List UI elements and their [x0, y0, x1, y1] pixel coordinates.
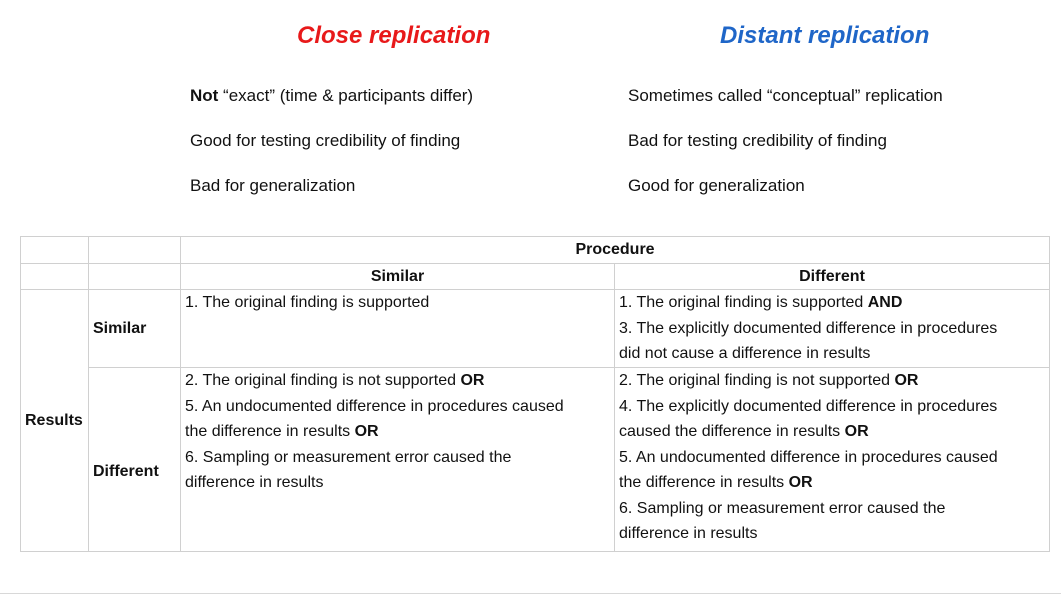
cell-line-text: 1. The original finding is supported [619, 294, 868, 311]
cell-line-text: 6. Sampling or measurement error caused the [619, 499, 946, 517]
cell-line [619, 394, 1045, 420]
cell-line-keyword: OR [894, 372, 919, 389]
col-header-different: Different [615, 263, 1050, 290]
cell-line-text: 5. An undocumented difference in procedures caused [619, 448, 998, 466]
cell-line-text: 2. The original finding is not supported [619, 372, 895, 389]
cell-line [185, 419, 610, 445]
cell-line-text: the difference in results [619, 474, 789, 491]
col-header-similar: Similar [181, 263, 615, 290]
cell-line-text: 1. The original finding is supported [185, 294, 430, 311]
corner-cell-b [89, 237, 181, 264]
cell-line [619, 470, 1045, 496]
cell-line [619, 445, 1045, 471]
cell-line [619, 521, 1045, 547]
close-point-1: Not “exact” (time & participants differ) [190, 86, 474, 105]
cell-line-text: 6. Sampling or measurement error caused the [185, 448, 512, 466]
cell-line-text: the difference in results [185, 423, 355, 440]
cell-different-different [615, 368, 1050, 552]
replication-outcome-table [20, 236, 1050, 552]
row-header-similar: Similar [89, 290, 181, 368]
distant-point-1: Sometimes called “conceptual” replication [628, 86, 943, 105]
cell-line-keyword: OR [354, 423, 379, 440]
corner-cell-c [21, 263, 89, 290]
corner-cell-d [89, 263, 181, 290]
distant-point-3: Good for generalization [628, 176, 805, 195]
cell-line [185, 368, 610, 394]
cell-line [619, 368, 1045, 394]
cell-line [185, 290, 610, 316]
bottom-divider [0, 593, 1061, 594]
cell-line-keyword: OR [844, 423, 869, 440]
close-replication-title: Close replication [297, 22, 491, 49]
cell-line-text: 3. The explicitly documented difference in procedures [619, 319, 998, 337]
distant-point-2: Bad for testing credibility of finding [628, 131, 887, 150]
cell-line-text: 5. An undocumented difference in procedures caused [185, 397, 564, 415]
results-row-header: Results [21, 290, 89, 552]
cell-line-text: 4. The explicitly documented difference in procedures [619, 397, 998, 415]
row-header-different: Different [89, 368, 181, 552]
cell-similar-similar [181, 290, 615, 368]
cell-line [619, 290, 1045, 316]
cell-similar-different [615, 290, 1050, 368]
cell-line-text: 2. The original finding is not supported [185, 372, 461, 389]
cell-line-text: did not cause a difference in results [619, 345, 871, 362]
cell-line [185, 470, 610, 496]
cell-line-text: difference in results [185, 474, 324, 491]
cell-different-similar [181, 368, 615, 552]
close-point-2: Good for testing credibility of finding [190, 131, 461, 150]
cell-line [185, 445, 610, 471]
cell-line [619, 419, 1045, 445]
cell-line-keyword: OR [460, 372, 485, 389]
cell-line-keyword: AND [867, 294, 903, 311]
cell-line [619, 496, 1045, 522]
cell-line [619, 316, 1045, 342]
cell-line [185, 394, 610, 420]
procedure-header: Procedure [181, 237, 1050, 264]
cell-line-text: difference in results [619, 525, 758, 542]
distant-replication-title: Distant replication [720, 22, 930, 49]
corner-cell-a [21, 237, 89, 264]
cell-line-text: caused the difference in results [619, 423, 845, 440]
close-point-3: Bad for generalization [190, 176, 356, 195]
cell-line [619, 341, 1045, 367]
cell-line-keyword: OR [788, 474, 813, 491]
